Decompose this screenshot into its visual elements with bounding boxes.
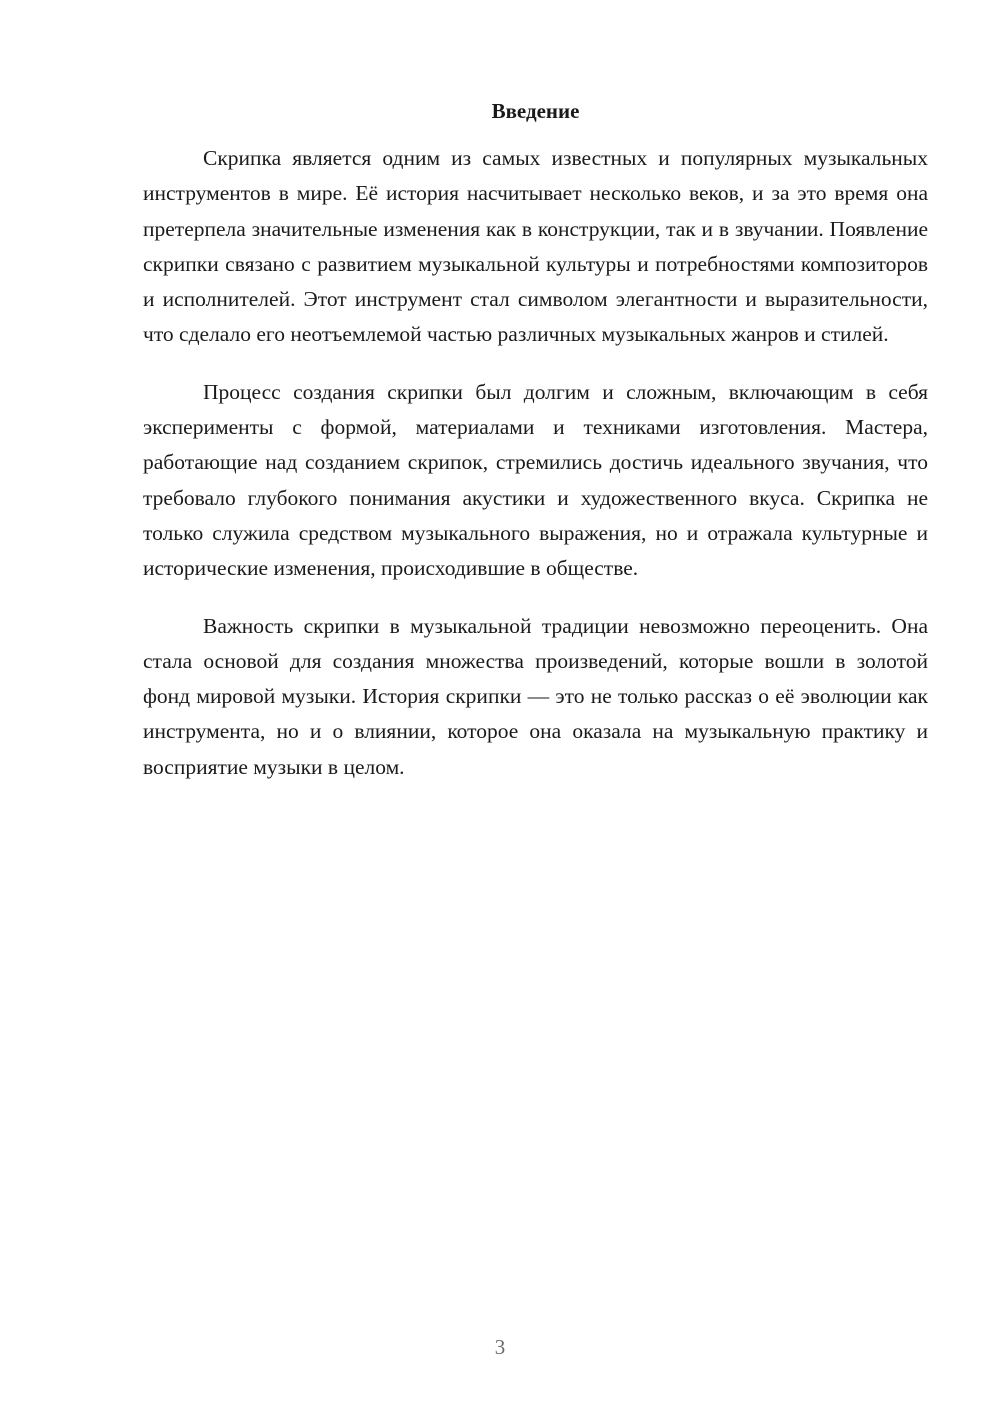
paragraph-3: Важность скрипки в музыкальной традиции невозможно переоценить. Она стала основой для создания множества произведений, которые вошли в золотой фонд мировой музыки. История скрипки — это не только рассказ о её эволюции как инструмента, но и о влиянии, которое она оказала на музыкальную практику и восприятие музыки в целом. (143, 613, 928, 779)
section-heading: Введение (491, 99, 580, 123)
page-number: 3 (494, 1335, 506, 1359)
paragraph-2: Процесс создания скрипки был долгим и сложным, включающим в себя эксперименты с формой, материалами и техниками изготовления. Мастера, работающие над созданием скрипок, стремились достичь идеального звучания, что требовало глубокого понимания акустики и художественного вкуса. Скрипка не только служила средством музыкального выражения, но и отражала культурные и исторические изменения, происходившие в обществе. (143, 379, 928, 581)
paragraph-1: Скрипка является одним из самых известных и популярных музыкальных инструментов в мире. Её история насчитывает несколько веков, и за это время она претерпела значительные изменения как в конструкции, так и в звучании. Появление скрипки связано с развитием музыкальной культуры и потребностями композиторов и исполнителей. Этот инструмент стал символом элегантности и выразительности, что сделало его неотъемлемой частью различных музыкальных жанров и стилей. (143, 146, 928, 347)
page-body (143, 95, 928, 807)
